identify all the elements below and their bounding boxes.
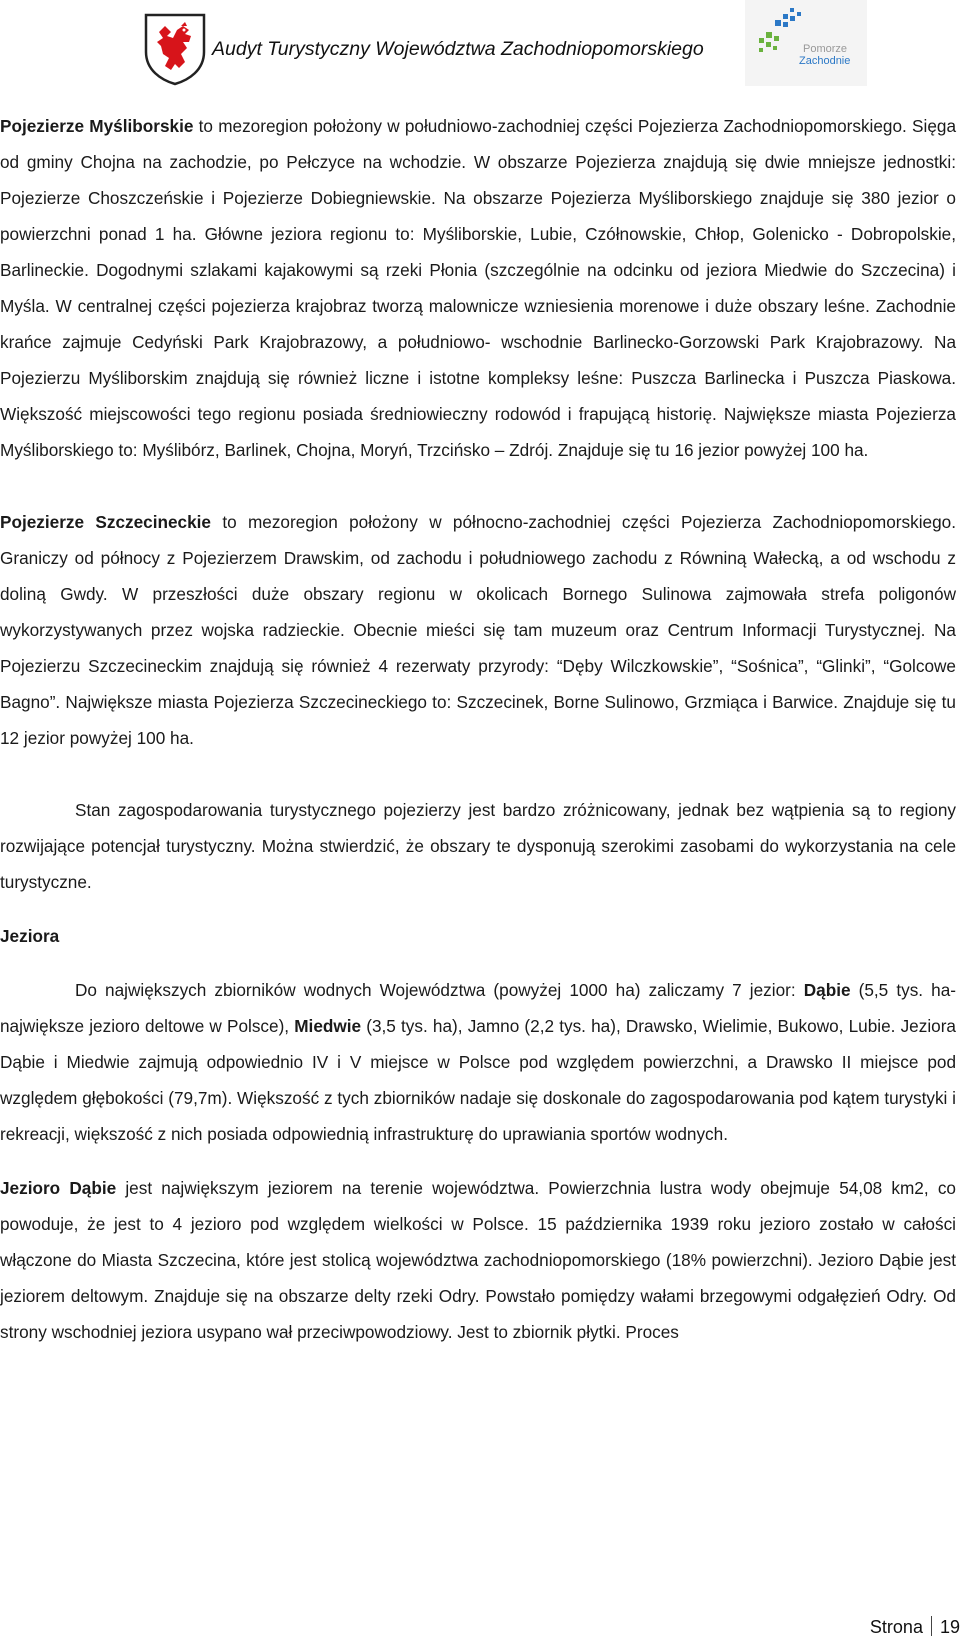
paragraph-summary: Stan zagospodarowania turystycznego pojezierzy jest bardzo zróżnicowany, jednak bez wątpienia są to regiony rozwijające potencjał turystyczny. Można stwierdzić, że obszary te dysponują szerokimi zasobami do wykorzystania na cele turystyczne. xyxy=(0,800,956,892)
paragraph-text: to mezoregion położony w południowo-zachodniej części Pojezierza Zachodniopomorskiego. Sięga od gminy Chojna na zachodzie, po Pełczyce na wchodzie. W obszarze Pojezierza znajdują się dwie mniejsze jednostki: Pojezierze Choszczeńskie i Pojezierze Dobiegniewskie. Na obszarze Pojezierza Myśliborskiego znajduje się 380 jezior o powierzchni ponad 1 ha. Główne jeziora regionu to: Myśliborskie, Lubie, Czółnowskie, Chłop, Golenicko - Dobropolskie, Barlineckie. Dogodnymi szlakami kajakowymi są rzeki Płonia (szczególnie na odcinku od jeziora Miedwie do Szczecina) i Myśla. W centralnej części pojezierza krajobraz tworzą malownicze wzniesienia morenowe i duże obszary leśne. Zachodnie krańce zajmuje Cedyński Park Krajobrazowy, a południowo- wschodnie Barlinecko-Gorzowski Park Krajobrazowy. Na Pojezierzu Myśliborskim znajdują się również liczne i istotne kompleksy leśne: Puszcza Barlinecka i Puszcza Piaskowa. Większość miejscowości tego regionu posiada średniowieczny rodowód i frapującą historię. Największe miasta Pojezierza Myśliborskiego to: Myślibórz, Barlinek, Chojna, Moryń, Trzcińsko – Zdrój. Znajduje się tu 16 jezior powyżej 100 ha. xyxy=(0,116,957,460)
pomorze-zachodnie-logo xyxy=(745,0,867,86)
term-szczecineckie: Pojezierze Szczecineckie xyxy=(0,512,211,532)
page-header xyxy=(0,0,960,96)
term-mysliborskie: Pojezierze Myśliborskie xyxy=(0,116,194,136)
paragraph-text: to mezoregion położony w północno-zachodniej części Pojezierza Zachodniopomorskiego. Graniczy od północy z Pojezierzem Drawskim, od zachodu i południowego zachodu z Równiną Wałecką, a od wschodu z doliną Gwdy. W przeszłości duże obszary regionu w okolicach Bornego Sulinowa zajmowała strefa poligonów wykorzystywanych przez wojska radzieckie. Obecnie mieści się tam muzeum oraz Centrum Informacji Turystycznej. Na Pojezierzu Szczecineckim znajdują się również 4 rezerwaty przyrody: “Dęby Wilczkowskie”, “Sośnica”, “Glinki”, “Golcowe Bagno”. Największe miasta Pojezierza Szczecineckiego to: Szczecinek, Borne Sulinowo, Grzmiąca i Barwice. Znajduje się tu 12 jezior powyżej 100 ha. xyxy=(0,512,956,748)
paragraph-text: jest największym jeziorem na terenie województwa. Powierzchnia lustra wody obejmuje 54,08 km2, co powoduje, że jest to 4 jezioro pod względem wielkości w Polsce. 15 października 1939 roku jezioro zostało w całości włączone do Miasta Szczecina, które jest stolicą województwa zachodniopomorskiego (18% powierzchni). Jezioro Dąbie jest jeziorem deltowym. Znajduje się na obszarze delty rzeki Odry. Powstało pomiędzy wałami brzegowymi odgałęzień Odry. Od strony wschodniej jeziora usypano wał przeciwpowodziowy. Jest to zbiornik płytki. Proces xyxy=(0,1178,956,1342)
term-miedwie: Miedwie xyxy=(294,1016,362,1036)
paragraph-text: (3,5 tys. ha), Jamno (2,2 tys. ha), Drawsko, Wielimie, Bukowo, Lubie. Jeziora Dąbie i Miedwie zajmują odpowiednio IV i V miejsce w Polsce pod względem powierzchni, a Drawsko II miejsce pod względem głębokości (79,7m). Większość z tych zbiorników nadaje się doskonale do zagospodarowania pod kątem turystyki i rekreacji, większość z nich posiada odpowiednią infrastrukturę do uprawiania sportów wodnych. xyxy=(0,1016,956,1144)
paragraph-lakes xyxy=(0,972,956,1152)
footer-label: Strona xyxy=(869,1617,923,1637)
paragraph-jezioro-dabie xyxy=(0,1170,956,1350)
brand-line1: Pomorze xyxy=(803,43,848,55)
term-jezioro-dabie: Jezioro Dąbie xyxy=(0,1178,117,1198)
header-title: Audyt Turystyczny Województwa Zachodniopomorskiego xyxy=(212,38,704,60)
brand-line2: Zachodnie xyxy=(799,55,851,67)
paragraph-mysliborskie xyxy=(0,108,956,468)
page-number: 19 xyxy=(939,1617,960,1637)
paragraph-szczecineckie xyxy=(0,504,956,756)
coat-of-arms-griffin-icon xyxy=(143,12,207,86)
footer-divider xyxy=(931,1616,932,1636)
paragraph-text: (5,5 tys. ha- największe jezioro deltowe w Polsce), xyxy=(0,980,956,1036)
page-footer xyxy=(870,1616,960,1638)
term-dabie: Dąbie xyxy=(803,980,851,1000)
section-heading-jeziora: Jeziora xyxy=(0,926,60,946)
document-body xyxy=(0,108,956,1350)
paragraph-text: Do największych zbiorników wodnych Województwa (powyżej 1000 ha) zaliczamy 7 jezior: xyxy=(75,980,804,1000)
